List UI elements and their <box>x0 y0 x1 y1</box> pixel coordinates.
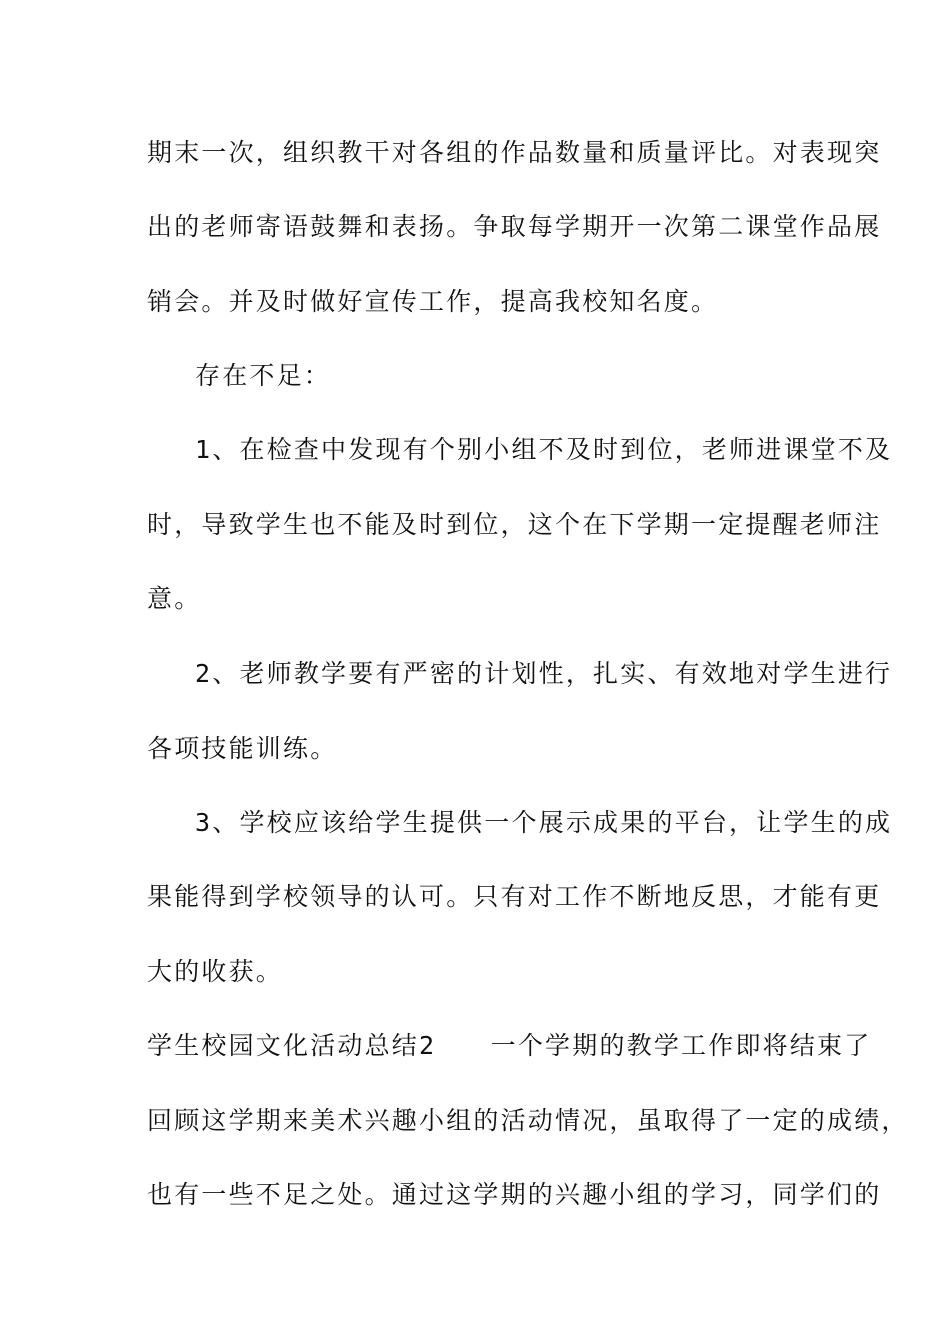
text-line: 学生校园文化活动总结2 一个学期的教学工作即将结束了 <box>147 1031 872 1060</box>
text-line: 销会。并及时做好宣传工作，提高我校知名度。 <box>147 287 719 316</box>
text-line: 出的老师寄语鼓舞和表扬。争取每学期开一次第二课堂作品展 <box>147 212 882 241</box>
text-line: 意。 <box>147 584 202 613</box>
text-line: 大的收获。 <box>147 957 284 986</box>
text-line: 时，导致学生也不能及时到位，这个在下学期一定提醒老师注 <box>147 510 882 539</box>
text-line: 果能得到学校领导的认可。只有对工作不断地反思，才能有更 <box>147 882 882 911</box>
text-line: 1、在检查中发现有个别小组不及时到位，老师进课堂不及 <box>195 435 893 464</box>
section-heading: 存在不足： <box>195 361 332 390</box>
text-line: 也有一些不足之处。通过这学期的兴趣小组的学习，同学们的 <box>147 1180 882 1209</box>
text-line: 各项技能训练。 <box>147 734 338 763</box>
text-line: 回顾这学期来美术兴趣小组的活动情况，虽取得了一定的成绩， <box>147 1106 909 1135</box>
text-line: 期末一次，组织教干对各组的作品数量和质量评比。对表现突 <box>147 138 882 167</box>
text-line: 3、学校应该给学生提供一个展示成果的平台，让学生的成 <box>195 808 893 837</box>
text-line: 2、老师教学要有严密的计划性，扎实、有效地对学生进行 <box>195 659 893 688</box>
